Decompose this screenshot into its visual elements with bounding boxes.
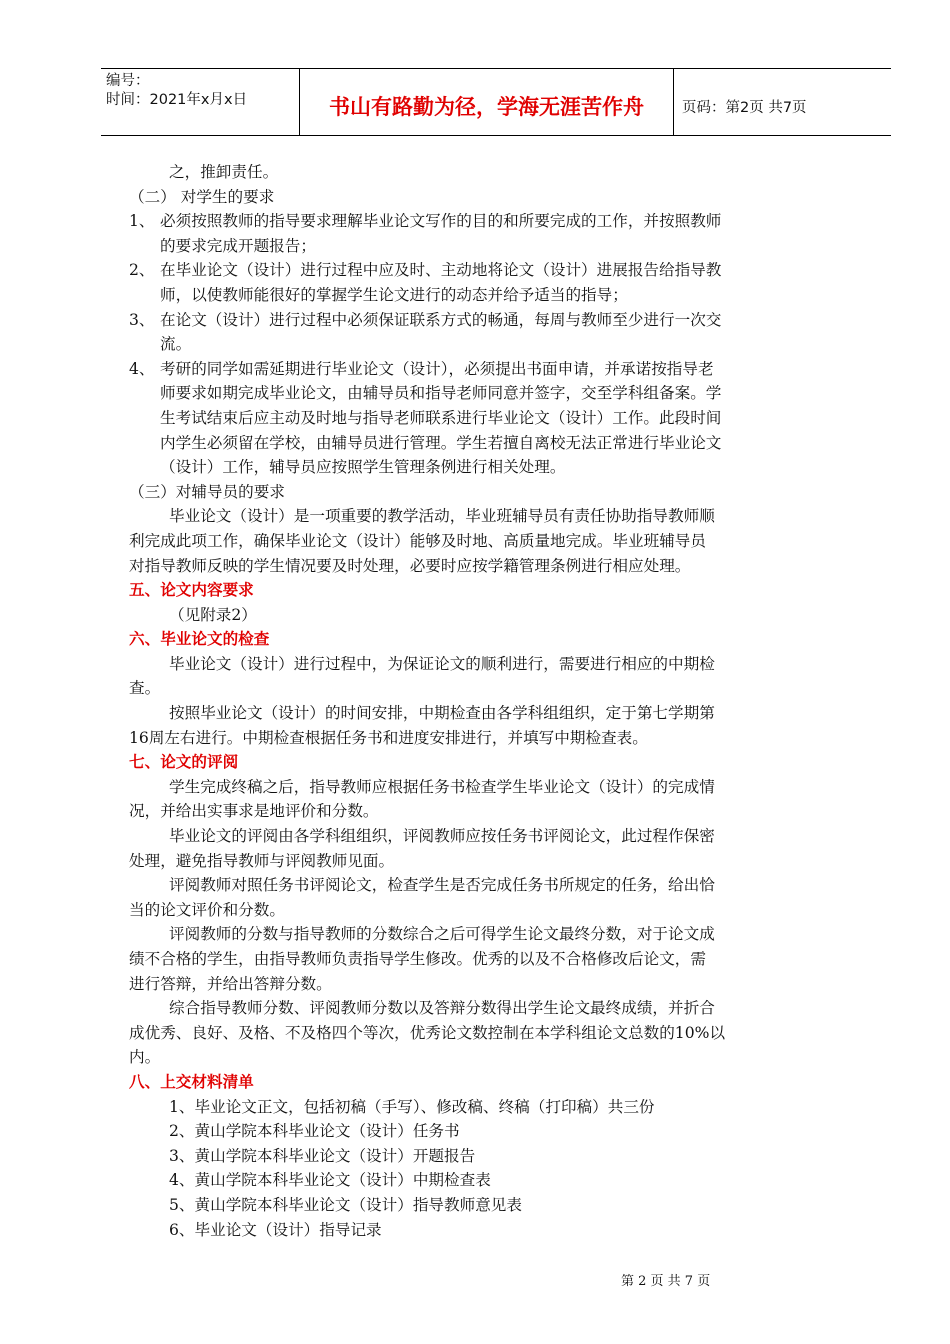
paragraph-line: 处理，避免指导教师与评阅教师见面。: [129, 851, 395, 870]
list-item: 2、黄山学院本科毕业论文（设计）任务书: [169, 1122, 460, 1141]
paragraph-line: 16周左右进行。中期检查根据任务书和进度安排进行，并填写中期检查表。: [129, 728, 648, 747]
paragraph-line: 师，以使教师能很好的掌握学生论文进行的动态并给予适当的指导；: [160, 285, 628, 304]
paragraph-line: 利完成此项工作，确保毕业论文（设计）能够及时地、高质量地完成。毕业班辅导员: [129, 531, 706, 550]
list-number: 4、: [129, 359, 155, 378]
paragraph-line: 考研的同学如需延期进行毕业论文（设计），必须提出书面申请，并承诺按指导老: [160, 359, 714, 378]
paragraph-line: 毕业论文（设计）进行过程中，为保证论文的顺利进行，需要进行相应的中期检: [169, 654, 715, 673]
page-header: [101, 68, 891, 136]
paragraph-line: 在论文（设计）进行过程中必须保证联系方式的畅通，每周与教师至少进行一次交: [160, 310, 722, 329]
paragraph-line: 成优秀、良好、及格、不及格四个等次，优秀论文数控制在本学科组论文总数的10%以: [129, 1023, 726, 1042]
header-motto: 书山有路勤为径，学海无涯苦作舟: [300, 69, 674, 135]
list-item: 5、黄山学院本科毕业论文（设计）指导教师意见表: [169, 1195, 522, 1214]
paragraph-line: 毕业论文（设计）是一项重要的教学活动，毕业班辅导员有责任协助指导教师顺: [169, 507, 715, 526]
list-item: [129, 357, 853, 480]
list-item: 6、毕业论文（设计）指导记录: [169, 1220, 382, 1239]
list-item: 4、黄山学院本科毕业论文（设计）中期检查表: [169, 1171, 491, 1190]
header-meta: [101, 69, 300, 135]
paragraph-line: 评阅教师的分数与指导教师的分数综合之后可得学生论文最终分数，对于论文成: [169, 925, 715, 944]
paragraph-line: 毕业论文的评阅由各学科组组织，评阅教师应按任务书评阅论文，此过程作保密: [169, 827, 715, 846]
paragraph-line: 在毕业论文（设计）进行过程中应及时、主动地将论文（设计）进展报告给指导教: [160, 261, 722, 280]
header-page-label: 页码：第2页 共7页: [682, 99, 807, 116]
paragraph-line: 当的论文评价和分数。: [129, 900, 285, 919]
paragraph-line: （见附录2）: [169, 605, 257, 624]
paragraph-line: 评阅教师对照任务书评阅论文，检查学生是否完成任务书所规定的任务，给出恰: [169, 876, 715, 895]
paragraph-line: 流。: [160, 335, 192, 354]
paragraph-line: （设计）工作，辅导员应按照学生管理条例进行相关处理。: [160, 458, 566, 477]
list-item: [129, 209, 853, 258]
paragraph-line: 按照毕业论文（设计）的时间安排，中期检查由各学科组组织，定于第七学期第: [169, 704, 715, 723]
list-item: [129, 258, 853, 307]
document-body: [129, 160, 853, 1242]
heading-content-requirements: 五、论文内容要求: [129, 581, 254, 600]
paragraph-line: 生考试结束后应主动及时地与指导老师联系进行毕业论文（设计）工作。此段时间: [160, 408, 722, 427]
list-number: 2、: [129, 261, 155, 280]
paragraph-line: 之，推卸责任。: [169, 163, 279, 181]
heading-thesis-review: 七、论文的评阅: [129, 753, 239, 772]
list-item: 3、黄山学院本科毕业论文（设计）开题报告: [169, 1146, 476, 1165]
heading-thesis-check: 六、毕业论文的检查: [129, 630, 270, 649]
paragraph-line: 必须按照教师的指导要求理解毕业论文写作的目的和所要完成的工作，并按照教师: [160, 212, 722, 231]
paragraph-line: 对指导教师反映的学生情况要及时处理，必要时应按学籍管理条例进行相应处理。: [129, 556, 691, 575]
paragraph-line: 况，并给出实事求是地评价和分数。: [129, 802, 379, 821]
section-title-students: （二） 对学生的要求: [129, 187, 275, 206]
paragraph-line: 的要求完成开题报告；: [160, 236, 316, 255]
list-number: 1、: [129, 212, 155, 231]
paragraph-line: 内学生必须留在学校，由辅导员进行管理。学生若擅自离校无法正常进行毕业论文: [160, 433, 722, 452]
paragraph-line: 师要求如期完成毕业论文，由辅导员和指导老师同意并签字，交至学科组备案。学: [160, 384, 722, 403]
paragraph-line: 学生完成终稿之后，指导教师应根据任务书检查学生毕业论文（设计）的完成情: [169, 777, 715, 796]
heading-submission-list: 八、上交材料清单: [129, 1072, 254, 1091]
paragraph-line: 进行答辩，并给出答辩分数。: [129, 974, 332, 993]
list-item: [129, 308, 853, 357]
section-title-counselors: （三）对辅导员的要求: [129, 482, 285, 501]
page-footer: 第 2 页 共 7 页: [621, 1274, 711, 1289]
paragraph-line: 内。: [129, 1048, 161, 1067]
paragraph-line: 综合指导教师分数、评阅教师分数以及答辩分数得出学生论文最终成绩，并折合: [169, 999, 715, 1018]
number-label: 编号：: [106, 73, 150, 89]
paragraph-line: 查。: [129, 679, 161, 698]
time-label: 时间：2021年x月x日: [106, 92, 248, 108]
paragraph-line: 绩不合格的学生，由指导教师负责指导学生修改。优秀的以及不合格修改后论文，需: [129, 950, 706, 968]
list-number: 3、: [129, 310, 155, 329]
list-item: 1、毕业论文正文，包括初稿（手写）、修改稿、终稿（打印稿）共三份: [169, 1097, 655, 1116]
